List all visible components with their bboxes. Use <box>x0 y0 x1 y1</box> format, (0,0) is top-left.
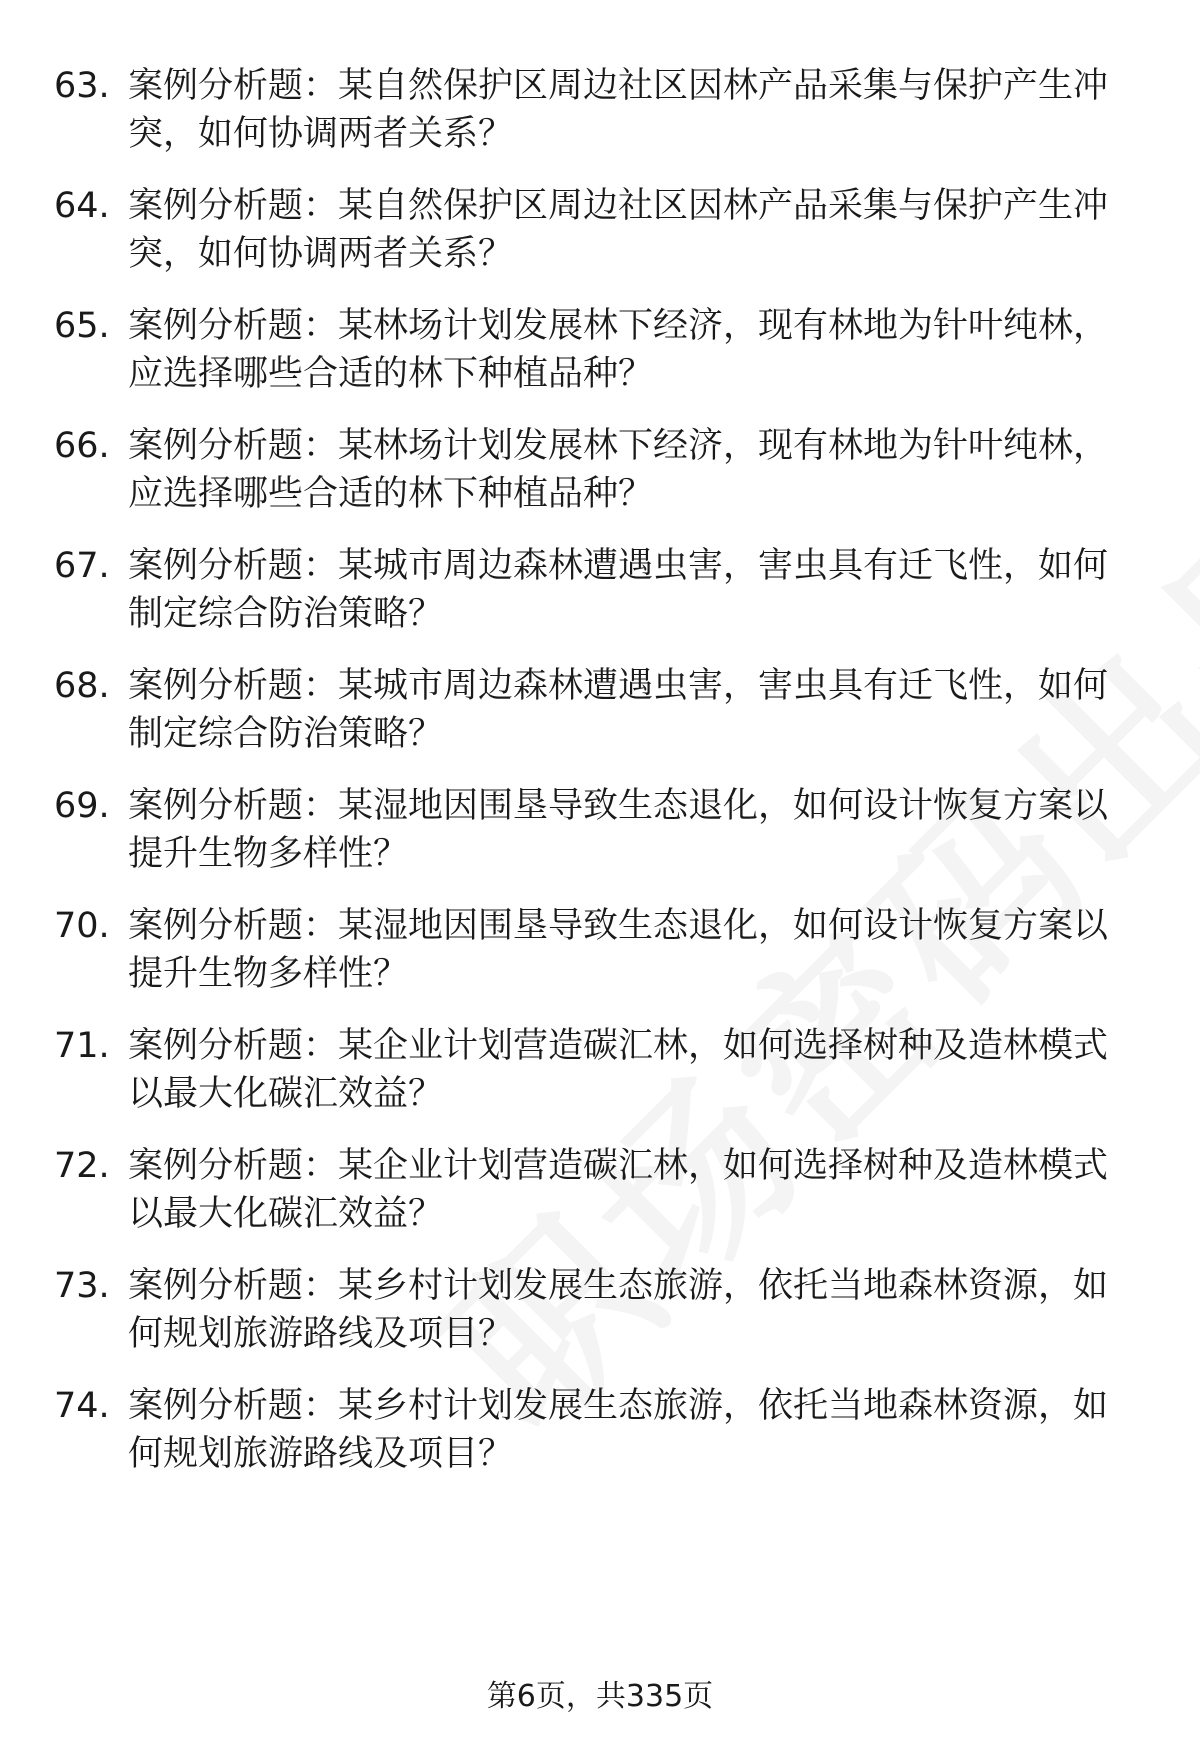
question-text-line1: 案例分析题：某自然保护区周边社区因林产品采集与保护产生冲 <box>128 66 1109 106</box>
question-number: 70. <box>54 906 110 946</box>
question-text-line1: 案例分析题：某企业计划营造碳汇林，如何选择树种及造林模式 <box>128 1026 1109 1066</box>
question-number: 66. <box>54 426 110 466</box>
question-text-line2: 应选择哪些合适的林下种植品种？ <box>128 354 654 394</box>
question-item <box>0 60 1200 170</box>
question-number: 67. <box>54 546 110 586</box>
question-text-line1: 案例分析题：某城市周边森林遭遇虫害，害虫具有迁飞性，如何 <box>128 546 1109 586</box>
question-item <box>0 1140 1200 1250</box>
question-number: 65. <box>54 306 110 346</box>
question-text-line2: 以最大化碳汇效益？ <box>128 1194 444 1234</box>
question-number: 64. <box>54 186 110 226</box>
question-text-line2: 提升生物多样性？ <box>128 834 409 874</box>
question-item <box>0 1020 1200 1130</box>
question-item <box>0 420 1200 530</box>
question-text-line2: 何规划旅游路线及项目？ <box>128 1314 514 1354</box>
question-text-line2: 应选择哪些合适的林下种植品种？ <box>128 474 654 514</box>
question-item <box>0 300 1200 410</box>
question-text-line2: 何规划旅游路线及项目？ <box>128 1434 514 1474</box>
question-text-line1: 案例分析题：某乡村计划发展生态旅游，依托当地森林资源，如 <box>128 1386 1109 1426</box>
question-number: 68. <box>54 666 110 706</box>
question-text-line2: 突，如何协调两者关系？ <box>128 234 514 274</box>
question-text-line2: 以最大化碳汇效益？ <box>128 1074 444 1114</box>
question-text-line1: 案例分析题：某林场计划发展林下经济，现有林地为针叶纯林， <box>128 426 1109 466</box>
question-number: 63. <box>54 66 110 106</box>
question-text-line1: 案例分析题：某城市周边森林遭遇虫害，害虫具有迁飞性，如何 <box>128 666 1109 706</box>
question-text-line2: 制定综合防治策略？ <box>128 714 444 754</box>
question-item <box>0 660 1200 770</box>
question-text-line1: 案例分析题：某自然保护区周边社区因林产品采集与保护产生冲 <box>128 186 1109 226</box>
question-text-line1: 案例分析题：某湿地因围垦导致生态退化，如何设计恢复方案以 <box>128 906 1109 946</box>
question-number: 69. <box>54 786 110 826</box>
question-text-line1: 案例分析题：某乡村计划发展生态旅游，依托当地森林资源，如 <box>128 1266 1109 1306</box>
question-text-line1: 案例分析题：某企业计划营造碳汇林，如何选择树种及造林模式 <box>128 1146 1109 1186</box>
question-number: 71. <box>54 1026 110 1066</box>
question-item <box>0 180 1200 290</box>
question-number: 73. <box>54 1266 110 1306</box>
question-item <box>0 1380 1200 1490</box>
question-text-line2: 制定综合防治策略？ <box>128 594 444 634</box>
question-text-line2: 提升生物多样性？ <box>128 954 409 994</box>
question-item <box>0 900 1200 1010</box>
question-text-line1: 案例分析题：某湿地因围垦导致生态退化，如何设计恢复方案以 <box>128 786 1109 826</box>
question-text-line1: 案例分析题：某林场计划发展林下经济，现有林地为针叶纯林， <box>128 306 1109 346</box>
page-indicator: 第6页，共335页 <box>486 1679 714 1714</box>
question-item <box>0 540 1200 650</box>
question-number: 72. <box>54 1146 110 1186</box>
question-item <box>0 780 1200 890</box>
question-item <box>0 1260 1200 1370</box>
question-text-line2: 突，如何协调两者关系？ <box>128 114 514 154</box>
question-number: 74. <box>54 1386 110 1426</box>
